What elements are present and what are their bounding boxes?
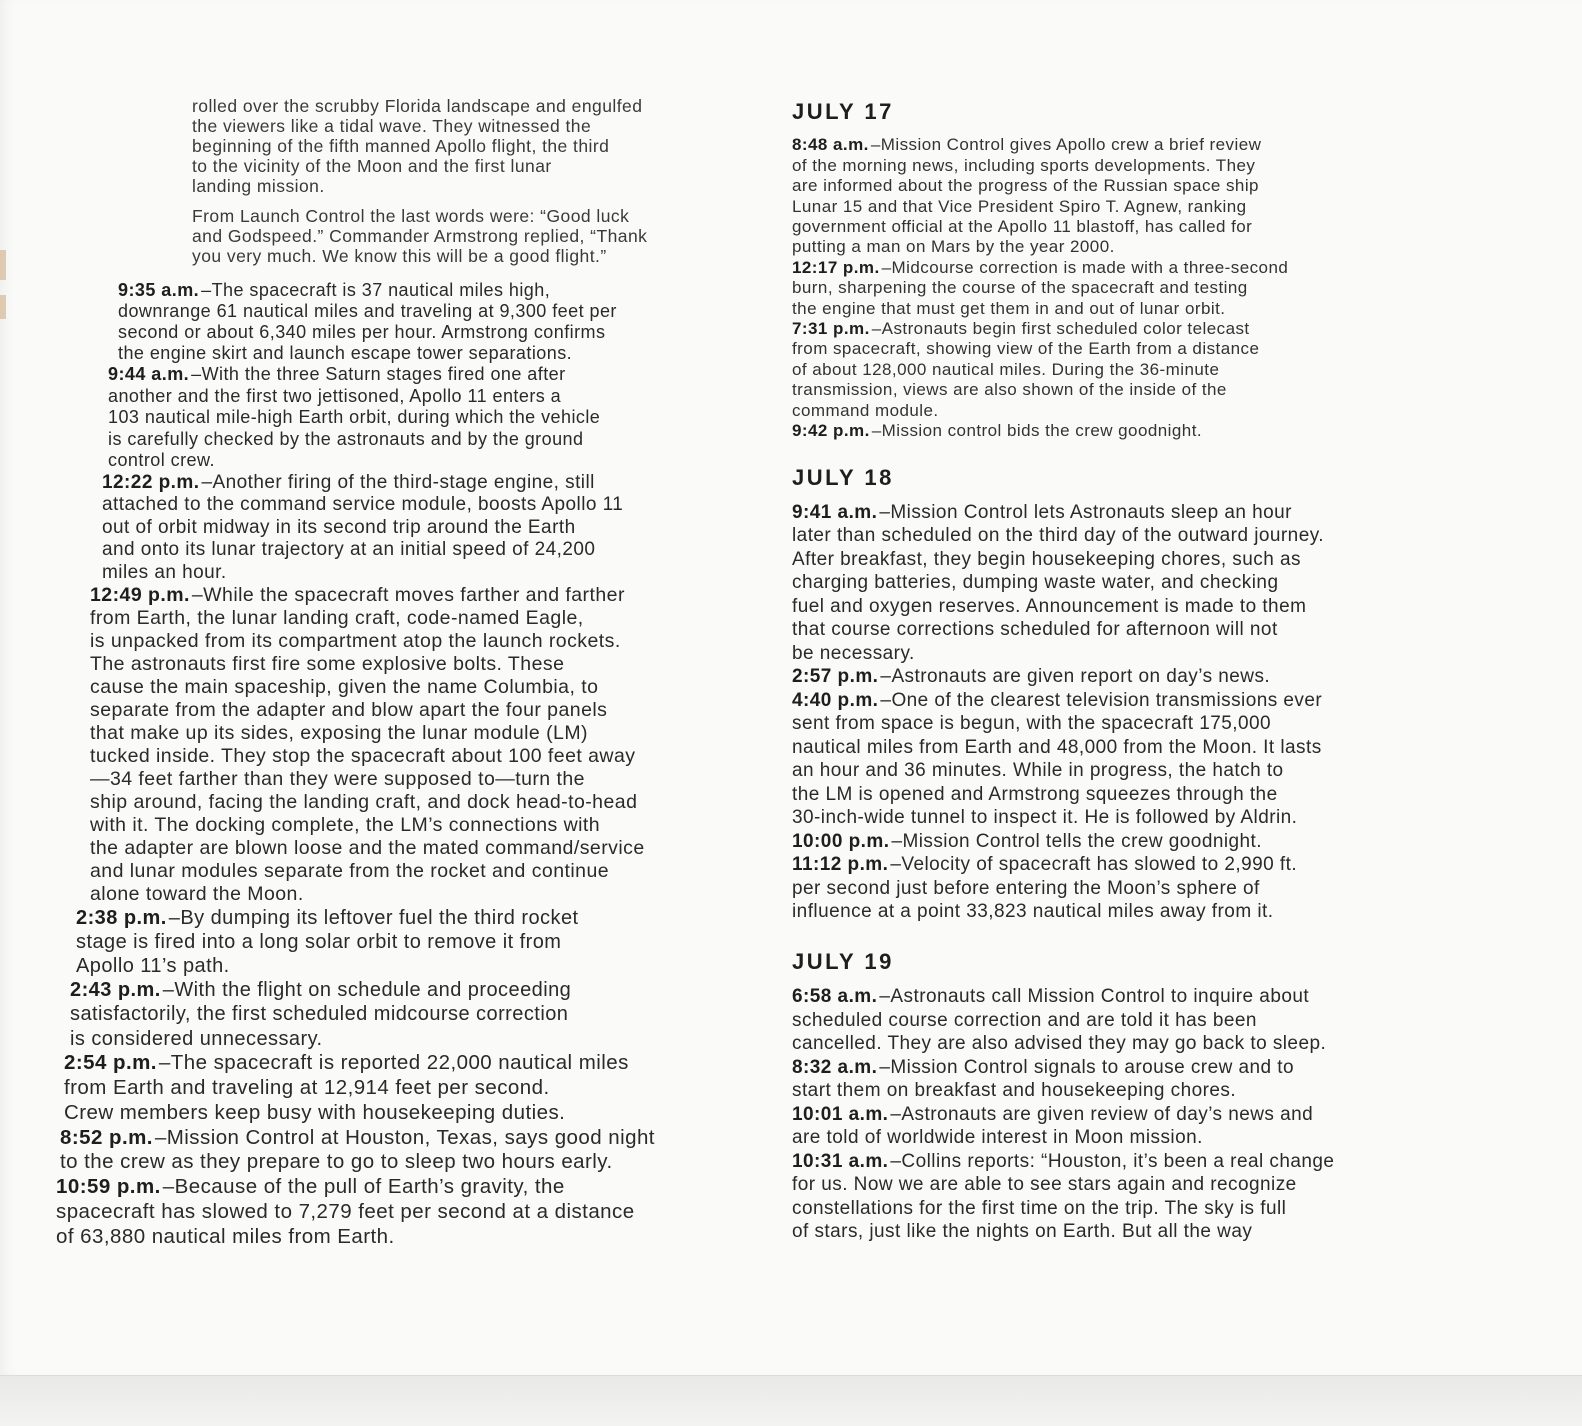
- entry-time: 12:49 p.m.: [90, 584, 190, 606]
- page-edge-mark: [0, 295, 6, 319]
- entry-text: –Collins reports: “Houston, it’s been a real change for us. Now we are able to see stars again and recognize constellations for the first time on the trip. The sky is full of stars, just like the nights on Earth. But all the way: [792, 1150, 1335, 1243]
- timeline-entry: [792, 1150, 1432, 1244]
- timeline-entry: [102, 472, 742, 584]
- entry-text: –With the three Saturn stages fired one after another and the first two jettisoned, Apollo 11 enters a 103 nautical mile-high Earth orbit, during which the vehicle is carefully checked by the astronauts and by the ground control crew.: [108, 364, 601, 471]
- timeline-entry: [108, 364, 742, 472]
- entry-time: 9:44 a.m.: [108, 364, 190, 384]
- right-column: [792, 100, 1432, 1244]
- entry-time: 2:43 p.m.: [70, 979, 161, 1001]
- entry-text: –Mission Control at Houston, Texas, says good night to the crew as they prepare to go to sleep two hours early.: [60, 1125, 655, 1174]
- entry-time: 2:57 p.m.: [792, 666, 879, 688]
- entry-text: –Astronauts begin first scheduled color telecast from spacecraft, showing view of the Earth from a distance of about 128,000 nautical miles. During the 36-minute transmission, views are also shown of the inside of the command module.: [792, 319, 1260, 420]
- timeline-entry: [76, 906, 742, 978]
- entry-text: –Astronauts are given review of day’s news and are told of worldwide interest in Moon mission.: [792, 1103, 1314, 1149]
- entry-time: 10:31 a.m.: [792, 1150, 889, 1172]
- entry-text: –Midcourse correction is made with a three-second burn, sharpening the course of the spacecraft and testing the engine that must get them in and out of lunar orbit.: [792, 257, 1289, 318]
- entry-time: 8:48 a.m.: [792, 135, 869, 155]
- entry-text: –One of the clearest television transmissions ever sent from space is begun, with the spacecraft 175,000 nautical miles from Earth and 48,000 from the Moon. It lasts an hour and 36 minutes. While in progress, the hatch to the LM is opened and Armstrong squeezes through the 30-inch-wide tunnel to inspect it. He is followed by Aldrin.: [792, 689, 1323, 829]
- day-heading: JULY 17: [792, 99, 894, 124]
- entry-text: –Mission Control gives Apollo crew a brief review of the morning news, including sports developments. They are informed about the progress of the Russian space ship Lunar 15 and that Vice President Spiro T. Agnew, ranking government official at the Apollo 11 blastoff, has called for putting a man on Mars by the year 2000.: [792, 135, 1262, 257]
- intro-paragraph: rolled over the scrubby Florida landscape and engulfed the viewers like a tidal wave. They witnessed the beginning of the fifth manned Apollo flight, the third to the vicinity of the Moon and the first lunar landing mission.: [192, 96, 643, 196]
- entry-time: 10:59 p.m.: [56, 1175, 161, 1199]
- entry-time: 6:58 a.m.: [792, 986, 878, 1008]
- entry-time: 9:35 a.m.: [118, 280, 200, 300]
- left-timeline: [56, 280, 742, 1250]
- launch-control-paragraph: From Launch Control the last words were: “Good luck and Godspeed.” Commander Armstrong replied, “Thank you very much. We know this will be a good flight.”: [192, 206, 648, 266]
- timeline-entry: [90, 584, 742, 906]
- entry-text: –Another firing of the third-stage engine, still attached to the command service module, boosts Apollo 11 out of orbit midway in its second trip around the Earth and onto its lunar trajectory at an initial speed of 24,200 miles an hour.: [102, 471, 624, 583]
- entry-text: –Because of the pull of Earth’s gravity, the spacecraft has slowed to 7,279 feet per second at a distance of 63,880 nautical miles from Earth.: [56, 1175, 635, 1248]
- timeline-entry: [118, 280, 742, 364]
- timeline-entry: [70, 978, 742, 1051]
- entry-text: –Mission control bids the crew goodnight.: [871, 421, 1203, 441]
- timeline-entry: [792, 1103, 1432, 1150]
- timeline-entry: [60, 1126, 742, 1176]
- timeline-entry: [792, 135, 1432, 257]
- entry-text: –Mission Control lets Astronauts sleep an hour later than scheduled on the third day of the outward journey. After breakfast, they begin housekeeping chores, such as charging batteries, dumping waste water, and checking fuel and oxygen reserves. Announcement is made to them that course corrections scheduled for afternoon will not be necessary.: [792, 501, 1324, 664]
- entry-text: –By dumping its leftover fuel the third rocket stage is fired into a long solar orbit to remove it from Apollo 11’s path.: [76, 907, 579, 977]
- day-heading: JULY 18: [792, 464, 894, 490]
- entry-time: 9:42 p.m.: [792, 421, 870, 441]
- timeline-entry: [792, 853, 1432, 924]
- entry-text: –Astronauts call Mission Control to inquire about scheduled course correction and are told it has been cancelled. They are also advised they may go back to sleep.: [792, 986, 1327, 1055]
- timeline-entry: [56, 1175, 742, 1249]
- entry-time: 4:40 p.m.: [792, 689, 879, 711]
- entry-time: 9:41 a.m.: [792, 501, 878, 523]
- day-heading: JULY 19: [792, 948, 894, 974]
- day-section: [792, 950, 1432, 1244]
- timeline-entry: [792, 319, 1432, 421]
- entry-time: 10:01 a.m.: [792, 1103, 889, 1125]
- entry-time: 8:52 p.m.: [60, 1125, 153, 1149]
- entry-time: 2:38 p.m.: [76, 907, 167, 929]
- timeline-entry: [792, 421, 1432, 441]
- entry-text: –With the flight on schedule and proceeding satisfactorily, the first scheduled midcourse correction is considered unnecessary.: [70, 979, 572, 1050]
- timeline-entry: [792, 830, 1432, 854]
- entry-time: 12:17 p.m.: [792, 257, 880, 277]
- entry-text: –Astronauts are given report on day’s news.: [880, 666, 1271, 688]
- entry-text: –Velocity of spacecraft has slowed to 2,990 ft. per second just before entering the Moon’s sphere of influence at a point 33,823 nautical miles away from it.: [792, 854, 1298, 923]
- timeline-entry: [792, 1056, 1432, 1103]
- left-column: [56, 96, 742, 1250]
- day-section: [792, 100, 1432, 442]
- entry-time: 2:54 p.m.: [64, 1051, 157, 1075]
- entry-time: 12:22 p.m.: [102, 471, 200, 493]
- entry-time: 8:32 a.m.: [792, 1056, 878, 1078]
- entry-text: –While the spacecraft moves farther and farther from Earth, the lunar landing craft, code-named Eagle, is unpacked from its compartment atop the launch rockets. The astronauts first fire some explosive bolts. These cause the main spaceship, given the name Columbia, to separate from the adapter and blow apart the four panels that make up its sides, exposing the lunar module (LM) tucked inside. They stop the spacecraft about 100 feet away —34 feet farther than they were supposed to—turn the ship around, facing the landing craft, and dock head-to-head with it. The docking complete, the LM’s connections with the adapter are blown loose and the mated command/service and lunar modules separate from the rocket and continue alone toward the Moon.: [90, 584, 645, 905]
- entry-text: –The spacecraft is 37 nautical miles high, downrange 61 nautical miles and traveling at 9,300 feet per second or about 6,340 miles per hour. Armstrong confirms the engine skirt and launch escape tower separations.: [118, 280, 617, 363]
- entry-text: –Mission Control signals to arouse crew and to start them on breakfast and housekeeping chores.: [792, 1056, 1295, 1102]
- page-bottom-margin: [0, 1375, 1582, 1426]
- timeline-entry: [792, 985, 1432, 1056]
- entry-text: –The spacecraft is reported 22,000 nautical miles from Earth and traveling at 12,914 feet per second. Crew members keep busy with housekeeping duties.: [64, 1051, 629, 1124]
- day-section: [792, 466, 1432, 924]
- timeline-entry: [64, 1051, 742, 1125]
- entry-time: 7:31 p.m.: [792, 319, 870, 339]
- entry-time: 10:00 p.m.: [792, 830, 890, 852]
- timeline-entry: [792, 665, 1432, 689]
- page-edge-mark: [0, 250, 6, 280]
- timeline-entry: [792, 258, 1432, 319]
- entry-time: 11:12 p.m.: [792, 854, 889, 876]
- entry-text: –Mission Control tells the crew goodnight.: [891, 830, 1263, 852]
- timeline-entry: [792, 501, 1432, 666]
- timeline-entry: [792, 689, 1432, 830]
